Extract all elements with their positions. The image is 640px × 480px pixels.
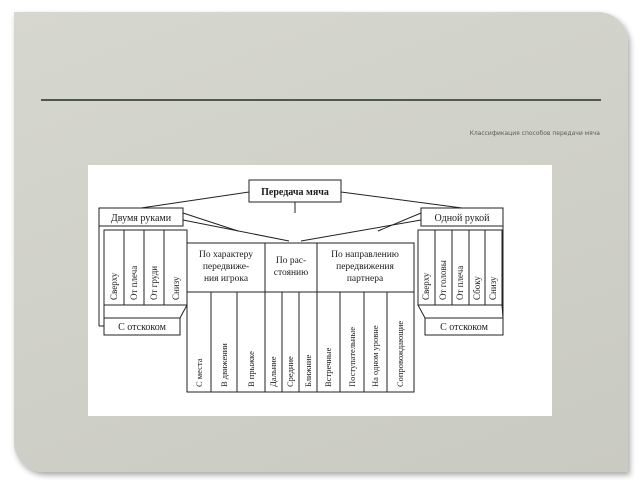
center-header-line: стоянию bbox=[273, 268, 309, 278]
title-divider bbox=[41, 99, 601, 101]
classification-diagram bbox=[88, 165, 552, 416]
center-item-label: Поступательные bbox=[347, 327, 357, 387]
right-item-label: Сверху bbox=[421, 272, 431, 300]
right-item-label: Снизу bbox=[488, 276, 498, 300]
right-title-label: Одной рукой bbox=[434, 213, 490, 224]
center-item-label: Средние bbox=[285, 356, 295, 387]
center-item-label: Дальние bbox=[268, 356, 278, 387]
diagram-image bbox=[88, 165, 552, 416]
right-item-label: От плеча bbox=[455, 265, 465, 300]
slide-caption: Классификация способов передачи мяча bbox=[469, 130, 600, 137]
left-item-label: Снизу bbox=[171, 276, 181, 300]
center-item-label: Встречные bbox=[323, 347, 333, 387]
center-header-line: ния игрока bbox=[203, 274, 249, 284]
left-bounce-label: С отскоком bbox=[118, 322, 166, 333]
root-label: Передача мяча bbox=[261, 187, 329, 198]
center-header-line: партнера bbox=[346, 274, 384, 284]
center-header-line: передвижения bbox=[336, 262, 394, 272]
center-header-line: передвиже- bbox=[202, 262, 250, 272]
center-header-line: По рас- bbox=[275, 256, 307, 266]
center-item-label: На одном уровне bbox=[370, 325, 380, 387]
left-item-label: Сверху bbox=[109, 272, 119, 300]
left-item-label: От плеча bbox=[129, 265, 139, 300]
center-item-label: С места bbox=[194, 358, 204, 387]
right-item-label: От головы bbox=[438, 260, 448, 300]
center-header-line: По характеру bbox=[198, 250, 254, 260]
center-item-label: В движении bbox=[219, 343, 229, 387]
right-item-label: Сбоку bbox=[472, 276, 482, 300]
center-item-label: Ближние bbox=[303, 354, 313, 387]
center-item-label: В прыжке bbox=[246, 351, 256, 387]
right-bounce-label: С отскоком bbox=[440, 322, 488, 333]
left-item-label: От груди bbox=[149, 265, 159, 300]
center-header-line: По направлению bbox=[331, 250, 399, 260]
left-title-label: Двумя руками bbox=[110, 213, 172, 224]
center-item-label: Сопровождающие bbox=[395, 320, 405, 387]
